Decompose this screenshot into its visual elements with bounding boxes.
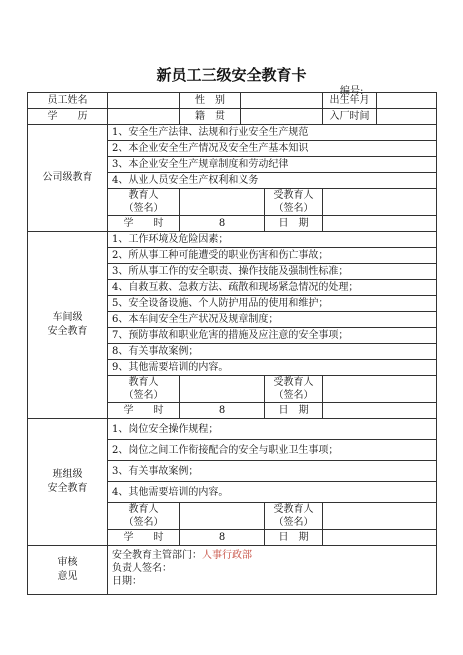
company-date-label: 日 期	[265, 216, 323, 232]
team-item: 1、岗位安全操作规程；	[108, 419, 437, 440]
team-date-label: 日 期	[265, 530, 323, 546]
educator-label: 教育人	[128, 377, 159, 388]
trainee-label: 受教育人	[273, 504, 314, 515]
workshop-trainee-signature[interactable]	[323, 376, 437, 403]
review-content	[108, 546, 437, 595]
entry-date-label: 入厂时间	[323, 109, 377, 125]
trainee-label: 受教育人	[273, 377, 314, 388]
workshop-educator-label	[108, 376, 180, 403]
workshop-item: 8、有关事故案例；	[108, 344, 437, 360]
workshop-item: 1、工作环境及危险因素；	[108, 232, 437, 248]
entry-date-field[interactable]	[377, 109, 437, 125]
review-label-line2: 意见	[57, 571, 78, 582]
company-item: 4、从业人员安全生产权利和义务	[108, 173, 437, 189]
company-educator-label	[108, 189, 180, 216]
team-item: 2、岗位之间工作衔接配合的安全与职业卫生事项；	[108, 440, 437, 461]
employee-name-field[interactable]	[108, 93, 180, 109]
trainee-label: 受教育人	[273, 190, 314, 201]
company-item: 2、本企业安全生产情况及安全生产基本知识	[108, 141, 437, 157]
workshop-item: 7、预防事故和职业危害的措施及应注意的安全事项；	[108, 328, 437, 344]
workshop-item: 2、所从事工种可能遭受的职业伤害和伤亡事故；	[108, 248, 437, 264]
company-level-label: 公司级教育	[28, 125, 108, 232]
team-educator-signature[interactable]	[180, 503, 265, 530]
dept-label: 安全教育主管部门：	[112, 550, 202, 561]
birth-date-label: 出生年月	[323, 93, 377, 109]
company-educator-signature[interactable]	[180, 189, 265, 216]
sign-note: （签名）	[273, 517, 314, 528]
team-item: 4、其他需要培训的内容。	[108, 482, 437, 503]
native-place-label: 籍 贯	[180, 109, 241, 125]
workshop-item: 5、安全设备设施、个人防护用品的使用和维护；	[108, 296, 437, 312]
company-item: 3、本企业安全生产规章制度和劳动纪律	[108, 157, 437, 173]
team-hours-label: 学 时	[108, 530, 180, 546]
gender-field[interactable]	[241, 93, 323, 109]
review-label	[28, 546, 108, 595]
sign-note: （签名）	[273, 203, 314, 214]
educator-label: 教育人	[128, 504, 159, 515]
education-card-table	[27, 92, 437, 595]
birth-date-field[interactable]	[377, 93, 437, 109]
team-level-label	[28, 419, 108, 546]
team-trainee-signature[interactable]	[323, 503, 437, 530]
workshop-level-label	[28, 232, 108, 419]
workshop-item: 4、自救互救、急救方法、疏散和现场紧急情况的处理；	[108, 280, 437, 296]
workshop-educator-signature[interactable]	[180, 376, 265, 403]
company-trainee-signature[interactable]	[323, 189, 437, 216]
employee-name-label: 员工姓名	[28, 93, 108, 109]
workshop-date-field[interactable]	[323, 403, 437, 419]
workshop-item: 6、本车间安全生产状况及规章制度；	[108, 312, 437, 328]
sign-note: （签名）	[123, 390, 164, 401]
sign-note: （签名）	[123, 517, 164, 528]
workshop-item: 9、其他需要培训的内容。	[108, 360, 437, 376]
workshop-label-line2: 安全教育	[47, 326, 88, 337]
serial-number-label: 编号:	[340, 86, 364, 97]
workshop-hours-label: 学 时	[108, 403, 180, 419]
company-item: 1、安全生产法律、法规和行业安全生产规范	[108, 125, 437, 141]
team-label-line1: 班组级	[52, 469, 83, 480]
native-place-field[interactable]	[241, 109, 323, 125]
person-label: 负责人签名：	[112, 563, 172, 574]
workshop-item: 3、所从事工作的安全职责、操作技能及强制性标准；	[108, 264, 437, 280]
sign-note: （签名）	[273, 390, 314, 401]
company-hours-label: 学 时	[108, 216, 180, 232]
educator-label: 教育人	[128, 190, 159, 201]
company-hours-value[interactable]: 8	[180, 216, 265, 232]
workshop-date-label: 日 期	[265, 403, 323, 419]
team-educator-label	[108, 503, 180, 530]
team-date-field[interactable]	[323, 530, 437, 546]
company-trainee-label	[265, 189, 323, 216]
gender-label: 性 别	[180, 93, 241, 109]
company-date-field[interactable]	[323, 216, 437, 232]
education-label: 学 历	[28, 109, 108, 125]
review-label-line1: 审核	[57, 557, 78, 568]
team-hours-value[interactable]: 8	[180, 530, 265, 546]
team-trainee-label	[265, 503, 323, 530]
team-label-line2: 安全教育	[47, 483, 88, 494]
review-date-label: 日期：	[112, 576, 142, 587]
workshop-hours-value[interactable]: 8	[180, 403, 265, 419]
dept-value[interactable]: 人事行政部	[202, 550, 252, 561]
team-item: 3、有关事故案例；	[108, 461, 437, 482]
card-title: 新员工三级安全教育卡	[156, 66, 307, 84]
sign-note: （签名）	[123, 203, 164, 214]
education-field[interactable]	[108, 109, 180, 125]
workshop-label-line1: 车间级	[52, 312, 83, 323]
workshop-trainee-label	[265, 376, 323, 403]
